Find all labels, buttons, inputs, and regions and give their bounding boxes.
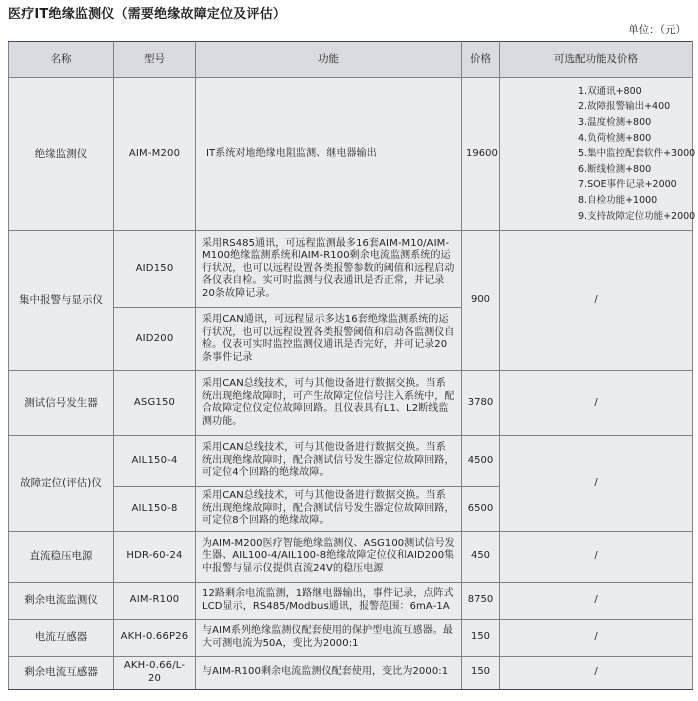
product-model: AID200 — [114, 308, 196, 371]
product-price: 3780 — [462, 371, 500, 436]
option-item: 9.支持故障定位功能+2000 — [578, 210, 696, 222]
page-title: 医疗IT绝缘监测仪（需要绝缘故障定位及评估） — [8, 7, 287, 22]
product-model: AIL150-4 — [114, 436, 196, 487]
product-name: 测试信号发生器 — [9, 371, 114, 436]
product-model: ASG150 — [114, 371, 196, 436]
product-model: HDR-60-24 — [114, 531, 196, 582]
product-function: 采用RS485通讯，可远程监测最多16套AIM-M10/AIM-M100绝缘监测系统和AIM-R100剩余电流监测系统的运行状况，也可以远程设置各类报警参数的阈值和远程启动各仪表自检。实可时监测与仪表通讯是否正常，并记录20条故障记录。 — [196, 231, 462, 308]
table-row — [9, 619, 693, 656]
product-name: 电流互感器 — [9, 619, 114, 656]
product-price: 900 — [462, 231, 500, 371]
options-none: / — [500, 231, 693, 371]
options-none: / — [500, 531, 693, 582]
product-name: 直流稳压电源 — [9, 531, 114, 582]
product-model: AIM-R100 — [114, 582, 196, 619]
option-item: 3.温度检测+800 — [578, 117, 652, 129]
product-price: 8750 — [462, 582, 500, 619]
options-none: / — [500, 656, 693, 689]
product-function: 采用CAN通讯，可远程显示多达16套绝缘监测系统的运行状况，也可以远程设置各类报警阈值和启动各监测仪自检。仪表可实时监控监测仪通讯是否完好，并可记录20条事件记录 — [196, 308, 462, 371]
product-price: 4500 — [462, 436, 500, 487]
product-function: 采用CAN总线技术，可与其他设备进行数据交换。当系统出现绝缘故障时，配合测试信号发生器定位故障回路，可定位4个回路的绝缘故障。 — [196, 436, 462, 487]
header-options: 可选配功能及价格 — [500, 42, 693, 78]
product-function: 与AIM系列绝缘监测仪配套使用的保护型电流互感器。最大可测电流为50A，变比为2000:1 — [196, 619, 462, 656]
table-header-row — [9, 42, 693, 78]
product-price: 6500 — [462, 487, 500, 532]
product-name: 故障定位(评估)仪 — [9, 436, 114, 532]
product-name: 集中报警与显示仪 — [9, 231, 114, 371]
options-list — [500, 78, 696, 231]
option-item: 8.自检功能+1000 — [578, 194, 658, 206]
product-price: 450 — [462, 531, 500, 582]
product-function: 采用CAN总线技术，可与其他设备进行数据交换。当系统出现绝缘故障时，配合测试信号发生器定位故障回路，可定位8个回路的绝缘故障。 — [196, 487, 462, 532]
product-price: 150 — [462, 619, 500, 656]
product-model: AIM-M200 — [114, 78, 196, 231]
options-none: / — [500, 619, 693, 656]
product-price: 150 — [462, 656, 500, 689]
price-table — [8, 41, 696, 690]
product-function: 采用CAN总线技术，可与其他设备进行数据交换。当系统出现绝缘故障时，可产生故障定位信号注入系统中，配合故障定位仪定位故障回路。且仪表具有L1、L2断线监测功能。 — [196, 371, 462, 436]
product-function: 为AIM-M200医疗智能绝缘监测仪、ASG100测试信号发生器、AIL100-4/AIL100-8绝缘故障定位仪和AID200集中报警与显示仪提供直流24V的稳压电源 — [196, 531, 462, 582]
options-none: / — [500, 436, 693, 532]
option-item: 7.SOE事件记录+2000 — [578, 179, 677, 191]
table-row — [9, 436, 693, 487]
option-item: 2.故障报警输出+400 — [578, 101, 671, 113]
header-model: 型号 — [114, 42, 196, 78]
table-row — [9, 656, 693, 689]
table-row — [9, 231, 693, 308]
header-function: 功能 — [196, 42, 462, 78]
product-function: IT系统对地绝缘电阻监测、继电器输出 — [196, 78, 462, 231]
product-name: 剩余电流监测仪 — [9, 582, 114, 619]
header-price: 价格 — [462, 42, 500, 78]
product-price: 19600 — [462, 78, 500, 231]
option-item: 4.负荷检测+800 — [578, 132, 652, 144]
options-none: / — [500, 582, 693, 619]
product-function: 12路剩余电流监测，1路继电器输出，事件记录，点阵式LCD显示，RS485/Modbus通讯，报警范围：6mA-1A — [196, 582, 462, 619]
option-item: 6.断线检测+800 — [578, 163, 652, 175]
table-row — [9, 371, 693, 436]
product-model: AKH-0.66/L-20 — [114, 656, 196, 689]
option-item: 5.集中监控配套软件+3000 — [578, 148, 696, 160]
table-row — [9, 78, 693, 231]
options-none: / — [500, 371, 693, 436]
product-function: 与AIM-R100剩余电流监测仪配套使用，变比为2000:1 — [196, 656, 462, 689]
option-item: 1.双通讯+800 — [578, 85, 642, 97]
table-row — [9, 582, 693, 619]
product-model: AIL150-8 — [114, 487, 196, 532]
product-model: AKH-0.66P26 — [114, 619, 196, 656]
product-name: 绝缘监测仪 — [9, 78, 114, 231]
product-name: 剩余电流互感器 — [9, 656, 114, 689]
product-model: AID150 — [114, 231, 196, 308]
header-name: 名称 — [9, 42, 114, 78]
unit-label: 单位：（元） — [628, 24, 686, 36]
table-row — [9, 531, 693, 582]
